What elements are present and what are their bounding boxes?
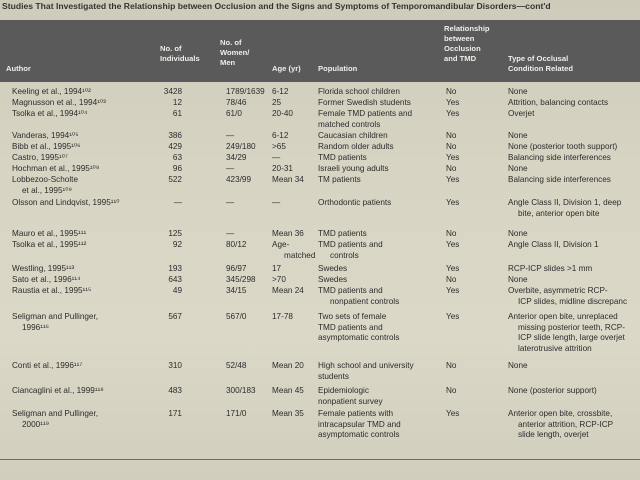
cell-author: Tsolka et al., 1994¹⁰⁴ [12,109,88,118]
cell-relationship: No [446,386,457,395]
cell-individuals: 567 [168,312,182,321]
cell-author: Olsson and Lindqvist, 1995¹¹⁰ [12,198,120,207]
cell-age: 17-78 [272,312,293,321]
cell-population: intracapsular TMD and [318,419,401,429]
header-type-line: Type of Occlusal [508,54,569,63]
cell-women-men: — [226,164,235,173]
cell-population: TMD patients [318,229,367,238]
cell-relationship: Yes [446,240,460,249]
cell-age: Mean 34 [272,175,304,184]
cell-type: Balancing side interferences [508,153,611,162]
cell-type: None [508,361,528,370]
cell-type: Balancing side interferences [508,175,611,184]
cell-author: Seligman and Pullinger, [12,409,99,418]
cell-type: slide length, overjet [518,430,589,440]
cell-women-men: 345/298 [226,275,256,284]
cell-women-men: — [226,198,235,207]
cell-type: None [508,131,528,140]
cell-relationship: Yes [446,286,460,295]
cell-author: Vanderas, 1994¹⁰⁵ [12,131,79,140]
cell-age: Mean 24 [272,286,304,295]
cell-relationship: Yes [446,98,460,107]
cell-age: 17 [272,264,282,273]
cell-type: RCP-ICP slides >1 mm [508,264,593,273]
cell-women-men: 1789/1639 [226,87,265,96]
cell-type: Overbite, asymmetric RCP- [508,286,608,295]
cell-author: Bibb et al., 1995¹⁰⁶ [12,142,81,151]
cell-author: Mauro et al., 1995¹¹¹ [12,229,87,238]
cell-author: Seligman and Pullinger, [12,312,99,321]
cell-individuals: 193 [168,264,182,273]
cell-women-men: 567/0 [226,312,247,321]
cell-women-men: 61/0 [226,109,242,118]
cell-author: Westling, 1995¹¹³ [12,264,75,273]
cell-age: 20-31 [272,164,293,173]
cell-type: anterior attrition, RCP-ICP [518,419,614,429]
cell-women-men: 249/180 [226,142,256,151]
cell-population: Epidemiologic [318,386,369,395]
cell-relationship: No [446,131,457,140]
header-type-line: Condition Related [508,64,573,73]
cell-population: Caucasian children [318,131,388,140]
cell-population: Former Swedish students [318,98,411,107]
cell-relationship: No [446,87,457,96]
header-individuals-line: No. of [160,44,182,53]
cell-type: ICP slide length, large overjet [518,333,625,343]
cell-type: None [508,275,528,284]
cell-women-men: 34/15 [226,286,247,295]
cell-population: matched controls [318,119,381,129]
cell-author: 2000¹¹⁹ [22,419,50,429]
cell-type: missing posterior teeth, RCP- [518,322,625,332]
cell-women-men: 96/97 [226,264,247,273]
cell-women-men: 52/48 [226,361,247,370]
cell-author: et al., 1995¹⁰⁹ [22,185,73,195]
cell-age: Mean 35 [272,409,304,418]
cell-age: >65 [272,142,286,151]
cell-type: None [508,229,528,238]
cell-population: students [318,371,349,381]
cell-author: Keeling et al., 1994¹⁰² [12,87,91,96]
cell-individuals: 12 [172,98,182,107]
cell-age: Mean 36 [272,229,304,238]
cell-author: Ciancaglini et al., 1999¹¹⁸ [12,386,104,395]
cell-women-men: — [226,229,235,238]
cell-population: TMD patients and [318,286,383,295]
header-individuals [160,44,200,64]
cell-individuals: 3428 [163,87,182,96]
cell-author: Hochman et al., 1995¹⁰⁸ [12,164,100,173]
cell-relationship: Yes [446,175,460,184]
cell-age: Age- [272,240,290,249]
cell-relationship: Yes [446,409,460,418]
cell-type: Overjet [508,109,535,118]
cell-population: nonpatient survey [318,396,383,406]
cell-individuals: 49 [172,286,182,295]
cell-type: Attrition, balancing contacts [508,98,609,107]
header-women-men-line: Women/ [220,48,250,57]
cell-relationship: No [446,361,457,370]
cell-type: bite, anterior open bite [518,208,600,218]
cell-population: TM patients [318,175,361,184]
cell-age: Mean 20 [272,361,304,370]
cell-individuals: 310 [168,361,182,370]
header-relationship-line: and TMD [444,54,477,63]
cell-age: >70 [272,275,286,284]
cell-relationship: Yes [446,153,460,162]
cell-women-men: 34/29 [226,153,247,162]
cell-population: asymptomatic controls [318,430,400,440]
cell-individuals: 171 [168,409,182,418]
cell-population: Swedes [318,264,348,273]
cell-individuals: 429 [168,142,182,151]
cell-type: Angle Class II, Division 1, deep [508,198,622,207]
cell-relationship: No [446,275,457,284]
header-women-men [220,38,249,68]
cell-individuals: 92 [172,240,182,249]
header-individuals-line: Individuals [160,54,200,63]
cell-type: laterotrusive attrition [518,343,592,353]
cell-population: Israeli young adults [318,164,389,173]
cell-type: Anterior open bite, unreplaced [508,312,618,321]
cell-author: 1996¹¹⁶ [22,322,50,332]
cell-women-men: 171/0 [226,409,247,418]
header-age: Age (yr) [272,64,301,73]
header-women-men-line: Men [220,58,236,67]
cell-type: Anterior open bite, crossbite, [508,409,613,418]
cell-age: — [272,153,281,162]
cell-population: Random older adults [318,142,394,151]
cell-population: Orthodontic patients [318,198,392,207]
cell-individuals: 63 [172,153,182,162]
cell-relationship: No [446,229,457,238]
header-relationship [444,24,490,64]
cell-individuals: 522 [168,175,182,184]
header-relationship-line: Occlusion [444,44,481,53]
cell-author: Raustia et al., 1995¹¹⁵ [12,286,92,295]
cell-individuals: 125 [168,229,182,238]
header-author: Author [6,64,31,73]
cell-relationship: Yes [446,198,460,207]
cell-women-men: 80/12 [226,240,247,249]
cell-type: None [508,87,528,96]
cell-population: High school and university [318,361,414,370]
header-relationship-line: Relationship [444,24,490,33]
cell-author: Lobbezoo-Scholte [12,175,79,184]
cell-age: 6-12 [272,131,289,140]
table-header [0,20,640,82]
cell-individuals: 643 [168,275,182,284]
cell-author: Castro, 1995¹⁰⁷ [12,153,68,162]
cell-age: matched [284,250,316,260]
header-women-men-line: No. of [220,38,242,47]
cell-individuals: 386 [168,131,182,140]
cell-population: nonpatient controls [330,296,400,306]
cell-individuals: 483 [168,386,182,395]
cell-population: Swedes [318,275,348,284]
cell-population: TMD patients and [318,240,383,249]
cell-relationship: Yes [446,109,460,118]
cell-author: Conti et al., 1996¹¹⁷ [12,361,83,370]
cell-population: controls [330,250,359,260]
cell-population: TMD patients [318,153,367,162]
header-relationship-line: between [444,34,475,43]
cell-type: None (posterior support) [508,386,597,395]
cell-type: ICP slides, midline discrepanc [518,296,628,306]
cell-population: TMD patients and [318,322,383,332]
cell-age: — [272,198,281,207]
cell-author: Magnusson et al., 1994¹⁰³ [12,98,106,107]
cell-age: 25 [272,98,282,107]
cell-population: Female TMD patients and [318,109,413,118]
cell-women-men: 300/183 [226,386,256,395]
table-bottom-rule [0,459,640,460]
cell-age: 20-40 [272,109,293,118]
cell-population: asymptomatic controls [318,333,400,343]
cell-age: Mean 45 [272,386,304,395]
cell-relationship: No [446,142,457,151]
cell-type: None (posterior tooth support) [508,142,618,151]
cell-women-men: 78/46 [226,98,247,107]
cell-relationship: Yes [446,312,460,321]
cell-relationship: No [446,164,457,173]
table-title: Studies That Investigated the Relationship between Occlusion and the Signs and Symptoms of Temporomandibular Disorders—cont'd [2,1,551,11]
cell-individuals: — [173,198,182,207]
cell-type: None [508,164,528,173]
header-type [508,54,573,74]
cell-women-men: 423/99 [226,175,252,184]
cell-population: Florida school children [318,87,400,96]
cell-population: Two sets of female [318,312,387,321]
cell-individuals: 61 [172,109,182,118]
cell-relationship: Yes [446,264,460,273]
cell-author: Tsolka et al., 1995¹¹² [12,240,87,249]
cell-women-men: — [226,131,235,140]
cell-type: Angle Class II, Division 1 [508,240,599,249]
header-population: Population [318,64,358,73]
cell-age: 6-12 [272,87,289,96]
cell-individuals: 96 [172,164,182,173]
cell-author: Sato et al., 1996¹¹⁴ [12,275,81,284]
cell-population: Female patients with [318,409,394,418]
